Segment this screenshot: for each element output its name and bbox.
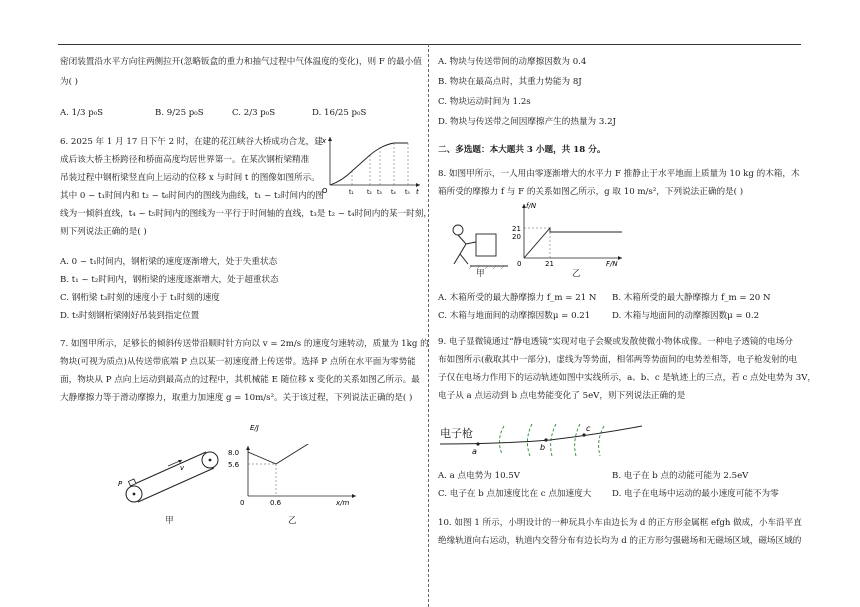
top-pulley-axle bbox=[209, 459, 212, 462]
x-axis-arrow bbox=[352, 494, 356, 498]
q10-line1: 10. 如图 1 所示，小明设计的一种玩具小车由边长为 d 的正方形金属框 efgh 做成，小车沿平直 bbox=[438, 518, 802, 528]
q8-option-c: C. 木箱与地面间的动摩擦因数μ = 0.21 bbox=[438, 311, 591, 321]
f-axis-label: f/N bbox=[526, 202, 537, 210]
tick-20: 20 bbox=[512, 233, 521, 241]
q5-option-d: D. 16/25 p₀S bbox=[312, 108, 367, 118]
person-head bbox=[453, 225, 463, 235]
point-p-label: P bbox=[118, 480, 123, 488]
q9-line1: 9. 电子显微镜通过“静电透镜”实现对电子会聚或发散使微小物体成像。一种电子透镜的电场分 bbox=[438, 337, 793, 347]
electron-gun-label: 电子枪 bbox=[440, 427, 473, 440]
section-heading: 二、多选题：本大题共 3 小题，共 18 分。 bbox=[438, 145, 606, 155]
origin-label: 0 bbox=[517, 260, 522, 268]
q9-line3: 子仅在电场力作用下的运动轨迹如图中实线所示，a、b、c 是轨迹上的三点，若 c 点处电势为 3V， bbox=[438, 373, 817, 383]
q6-option-c: C. 钢桁梁 t₃时刻的速度小于 t₁时刻的速度 bbox=[60, 293, 220, 303]
q7-option-c: C. 物块运动时间为 1.2s bbox=[438, 97, 531, 107]
q10-line2: 绝缘轨道向右运动，轨道内交替分布有边长均为 d 的正方形匀强磁场和无磁场区域，磁场区域的 bbox=[438, 536, 802, 546]
x-axis-label: x/m bbox=[336, 499, 350, 507]
column-divider bbox=[428, 44, 429, 607]
q8-option-b: B. 木箱所受的最大静摩擦力 f_m = 20 N bbox=[612, 293, 771, 303]
q7-option-a: A. 物块与传送带间的动摩擦因数为 0.4 bbox=[438, 57, 587, 67]
hatch-1 bbox=[469, 266, 472, 269]
label-b: b bbox=[540, 443, 546, 452]
q7-belt-figure bbox=[112, 446, 228, 526]
q7-line1: 7. 如图甲所示，足够长的倾斜传送带沿顺时针方向以 v = 2m/s 的速度匀速转动，质量为 1kg 的 bbox=[60, 339, 429, 349]
t-axis-arrow bbox=[416, 183, 420, 187]
q5-option-c: C. 2/3 p₀S bbox=[232, 108, 276, 118]
equipotential-2 bbox=[527, 424, 532, 456]
origin-label: O bbox=[322, 187, 328, 195]
tick-t1: t₁ bbox=[349, 189, 354, 196]
q6-line2: 成后该大桥主桥跨径和桥面高度均居世界第一。在某次钢桁梁精准 bbox=[60, 155, 310, 165]
tick-8: 8.0 bbox=[228, 449, 240, 457]
q9-option-d: D. 电子在电场中运动的最小速度可能不为零 bbox=[612, 489, 779, 499]
q6-line5: 线为一倾斜直线，t₄ ~ t₅时间内的图线为一平行于时间轴的直线，t₃是 t₂ ~ t₄时间内的某一时刻， bbox=[60, 209, 432, 219]
hatch-3 bbox=[485, 266, 488, 269]
q5-option-b: B. 9/25 p₀S bbox=[155, 108, 204, 118]
xt-curve bbox=[330, 143, 408, 185]
q6-xt-graph bbox=[318, 133, 424, 197]
belt-top bbox=[130, 452, 206, 486]
q7-option-b: B. 物块在最高点时，其重力势能为 8J bbox=[438, 77, 582, 87]
q5-option-a: A. 1/3 p₀S bbox=[60, 108, 104, 118]
tick-F21: 21 bbox=[545, 260, 554, 268]
q6-line1: 6. 2025 年 1 月 17 日下午 2 时，在建的花江峡谷大桥成功合龙，建 bbox=[60, 137, 323, 147]
tick-21: 21 bbox=[512, 225, 521, 233]
q8-option-a: A. 木箱所受的最大静摩擦力 f_m = 21 N bbox=[438, 293, 597, 303]
q6-line4: 其中 0 ~ t₁时间内和 t₂ ~ t₆时间内的图线为曲线，t₁ ~ t₂时间内的图 bbox=[60, 191, 324, 201]
q9-option-a: A. a 点电势为 10.5V bbox=[438, 471, 520, 481]
q6-line3: 吊装过程中钢桁梁竖直向上运动的位移 x 与时间 t 的图像如图所示。 bbox=[60, 173, 320, 183]
bottom-pulley-axle bbox=[133, 493, 136, 496]
q7-caption-jia: 甲 bbox=[165, 516, 174, 526]
q5-text-line2: 为( ) bbox=[60, 77, 79, 87]
equipotential-5 bbox=[599, 426, 604, 456]
q8-fF-graph bbox=[500, 200, 630, 268]
q9-option-c: C. 电子在 b 点加速度比在 c 点加速度大 bbox=[438, 489, 592, 499]
origin-label: 0 bbox=[240, 499, 245, 507]
crate bbox=[476, 234, 496, 256]
equipotential-4 bbox=[575, 424, 580, 456]
label-a: a bbox=[472, 447, 477, 456]
q9-line4: 电子从 a 点运动到 b 点电势能变化了 5eV，则下列说法正确的是 bbox=[438, 391, 686, 401]
label-c: c bbox=[586, 424, 591, 433]
tick-5-6: 5.6 bbox=[228, 461, 240, 469]
t-axis-label: t bbox=[416, 188, 419, 196]
q9-field-figure bbox=[440, 418, 650, 458]
q7-line4: 大静摩擦力等于滑动摩擦力，取重力加速度 g = 10m/s²。关于该过程，下列说法正确的是( ) bbox=[60, 393, 413, 403]
tick-t2: t₂ bbox=[367, 189, 372, 196]
electron-trajectory bbox=[440, 426, 642, 444]
q6-option-d: D. t₅时刻钢桁梁刚好吊装到指定位置 bbox=[60, 311, 200, 321]
point-a bbox=[476, 442, 479, 445]
tick-t5: t₅ bbox=[405, 189, 410, 196]
point-b bbox=[544, 438, 547, 441]
header-rule bbox=[58, 44, 801, 45]
q7-ex-graph bbox=[224, 444, 364, 508]
q5-text-line1: 密闭装置沿水平方向往两侧拉开(忽略钣盒的重力和抽气过程中气体温度的变化)，则 F 的最小值 bbox=[60, 57, 422, 67]
q6-line6: 则下列说法正确的是( ) bbox=[60, 227, 147, 237]
q8-caption-yi: 乙 bbox=[572, 269, 581, 279]
q7-line3: 面，物块从 P 点向上运动到最高点的过程中，其机械能 E 随位移 x 变化的关系如图乙所示。最 bbox=[60, 375, 420, 385]
q8-line2: 箱所受的摩擦力 f 与 F 的关系如图乙所示，g 取 10 m/s²，下列说法正确的是( ) bbox=[438, 187, 744, 197]
q8-caption-jia: 甲 bbox=[476, 269, 485, 279]
q8-option-d: D. 木箱与地面间的动摩擦因数μ = 0.2 bbox=[612, 311, 760, 321]
q7-caption-yi: 乙 bbox=[288, 516, 297, 526]
tick-t3: t₃ bbox=[377, 189, 382, 196]
tick-t4: t₄ bbox=[391, 189, 396, 196]
q8-line1: 8. 如图甲所示，一人用由零逐渐增大的水平力 F 推静止于水平地面上质量为 10 kg 的木箱，木 bbox=[438, 169, 800, 179]
e-axis-label: E/J bbox=[250, 424, 259, 432]
belt-bottom bbox=[138, 468, 214, 502]
q7-line2: 物块(可视为质点)从传送带底端 P 点以某一初速度滑上传送带。选择 P 点所在水平面为零势能 bbox=[60, 357, 416, 367]
velocity-label: v bbox=[180, 464, 185, 472]
f-F-line bbox=[524, 228, 622, 258]
person-body bbox=[454, 235, 476, 264]
q7-option-d: D. 物块与传送带之间因摩擦产生的热量为 3.2J bbox=[438, 117, 616, 127]
x-axis-label: x bbox=[322, 137, 327, 145]
q9-line2: 布如图所示(截取其中一部分)，虚线为等势面，相邻两等势面间的电势差相等，电子枪发射的电 bbox=[438, 355, 798, 365]
F-axis-label: F/N bbox=[606, 260, 618, 268]
q7-ex-graph-top bbox=[248, 420, 288, 460]
F-axis-arrow bbox=[618, 256, 622, 260]
x-axis-arrow bbox=[328, 137, 332, 141]
point-c bbox=[582, 433, 585, 436]
equipotential-1 bbox=[499, 426, 504, 454]
q6-option-a: A. 0 ~ t₁时间内，钢桁梁的速度逐渐增大，处于失重状态 bbox=[60, 257, 278, 267]
block bbox=[128, 479, 136, 486]
tick-0-6: 0.6 bbox=[270, 499, 282, 507]
q9-option-b: B. 电子在 b 点的动能可能为 2.5eV bbox=[612, 471, 749, 481]
hatch-4 bbox=[493, 266, 496, 269]
q6-option-b: B. t₁ ~ t₂时间内，钢桁梁的速度逐渐增大，处于超重状态 bbox=[60, 275, 279, 285]
